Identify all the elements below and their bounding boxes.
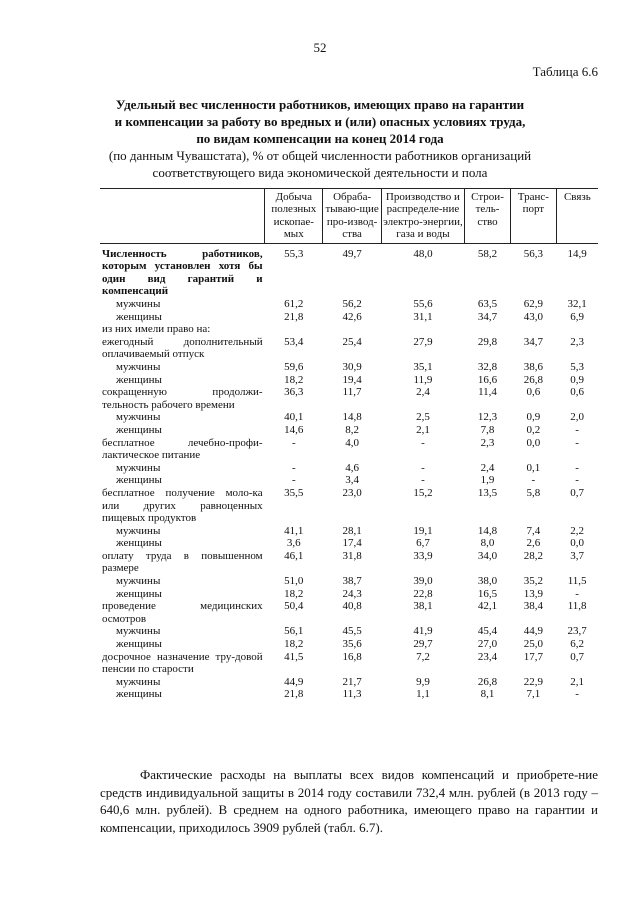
row-label: мужчины — [116, 524, 161, 537]
value-cell: 23,7 — [567, 625, 587, 638]
title-line-1: Удельный вес численности работников, имеющих право на гарантии — [115, 97, 525, 112]
value-cell — [465, 323, 511, 336]
value-cell: 2,6 — [526, 537, 541, 550]
table-label: Таблица 6.6 — [532, 64, 598, 79]
value-cell: 14,8 — [477, 524, 498, 537]
value-cell: 2,4 — [480, 461, 495, 474]
value-cell: 27,9 — [413, 335, 433, 348]
table-row — [100, 600, 598, 625]
value-cell: 21,8 — [284, 688, 304, 701]
value-cell: 63,5 — [477, 298, 498, 310]
table-row — [100, 550, 598, 575]
value-cell: 18,2 — [284, 373, 304, 386]
table-row — [100, 243, 598, 298]
table-row — [100, 298, 598, 311]
row-label: из них имели право на: — [102, 323, 211, 336]
value-cell: 5,3 — [570, 360, 584, 373]
value-cell: 41,9 — [413, 625, 433, 638]
value-cell: 46,1 — [284, 549, 304, 562]
value-cell: 28,1 — [342, 524, 362, 537]
value-cell: 11,5 — [567, 575, 587, 588]
row-label: бесплатное лечебно-профи-лактическое питание — [102, 436, 263, 462]
header-cell-manufacturing: Обраба-тываю-щие про-извод-ства — [323, 189, 381, 244]
value-cell: 41,1 — [284, 524, 304, 537]
value-cell: 21,7 — [342, 675, 362, 688]
value-cell: 59,6 — [284, 360, 304, 373]
value-cell: 0,9 — [526, 411, 541, 424]
value-cell: 62,9 — [523, 298, 543, 310]
table-header-row — [100, 189, 598, 244]
value-cell: 23,4 — [477, 650, 498, 663]
row-label: женщины — [116, 638, 162, 651]
body-paragraph: Фактические расходы на выплаты всех видов компенсаций и приобрете-ние средств индивидуальной защиты в 2014 году составили 732,4 млн. рублей (в 2013 году – 640,6 млн. рублей). В среднем на одного работника, имеющего право на гарантии и компенсации, приходилось 3909 рублей (табл. 6.7). — [100, 767, 598, 835]
value-cell: 45,4 — [477, 625, 498, 638]
value-cell: 26,8 — [523, 373, 543, 386]
value-cell: 0,9 — [570, 373, 584, 386]
value-cell: 4,6 — [345, 461, 359, 474]
value-cell: 56,2 — [342, 298, 362, 310]
value-cell: 28,2 — [523, 549, 543, 562]
table-row — [100, 525, 598, 538]
value-cell: 38,0 — [477, 575, 498, 588]
table-row — [100, 437, 598, 462]
value-cell: 2,3 — [570, 335, 584, 348]
value-cell — [381, 323, 464, 336]
row-label: мужчины — [116, 298, 161, 310]
row-label: ежегодный дополнительный оплачиваемый отпуск — [102, 335, 263, 361]
value-cell: 7,4 — [526, 524, 541, 537]
row-label: мужчины — [116, 575, 161, 588]
row-label: оплату труда в повышенном размере — [102, 549, 263, 575]
value-cell: 53,4 — [284, 335, 304, 348]
value-cell: 23,0 — [342, 486, 362, 499]
value-cell: 1,1 — [416, 688, 430, 701]
header-cell-mining: Добыча полезных ископае-мых — [265, 189, 323, 244]
value-cell: 5,8 — [526, 486, 541, 499]
header-cell-transport: Транс-порт — [510, 189, 556, 244]
value-cell — [265, 323, 323, 336]
value-cell: 56,3 — [523, 247, 543, 260]
header-cell-construction: Строи-тель-ство — [465, 189, 511, 244]
value-cell: 31,8 — [342, 549, 362, 562]
table-row — [100, 575, 598, 588]
value-cell: 55,3 — [284, 247, 304, 260]
value-cell: 22,9 — [523, 675, 543, 688]
value-cell: 22,8 — [413, 587, 433, 600]
value-cell: - — [421, 436, 425, 449]
table-row — [100, 386, 598, 411]
value-cell: 11,8 — [567, 600, 587, 613]
value-cell: 34,0 — [477, 549, 498, 562]
row-label: женщины — [116, 373, 162, 386]
value-cell: 15,2 — [413, 486, 433, 499]
row-label: женщины — [116, 310, 162, 323]
table-row — [100, 361, 598, 374]
value-cell: 31,1 — [413, 310, 433, 323]
value-cell: 14,8 — [342, 411, 362, 424]
value-cell: 4,0 — [345, 436, 359, 449]
value-cell: 13,5 — [477, 486, 498, 499]
value-cell: 34,7 — [477, 310, 498, 323]
value-cell: 0,2 — [526, 423, 541, 436]
value-cell: 18,2 — [284, 587, 304, 600]
value-cell: 0,6 — [526, 386, 541, 399]
value-cell: 2,0 — [570, 411, 584, 424]
value-cell: - — [575, 587, 579, 600]
value-cell: 7,8 — [480, 423, 495, 436]
row-label: мужчины — [116, 360, 161, 373]
row-label: мужчины — [116, 461, 161, 474]
header-cell-empty — [100, 189, 265, 244]
value-cell: - — [291, 474, 296, 487]
value-cell: 19,1 — [413, 524, 433, 537]
value-cell — [556, 323, 598, 336]
value-cell: 42,1 — [477, 600, 498, 613]
value-cell: 35,5 — [284, 486, 304, 499]
value-cell: 48,0 — [413, 247, 433, 260]
value-cell: 44,9 — [284, 675, 304, 688]
value-cell: 14,9 — [567, 247, 587, 260]
row-label: женщины — [116, 423, 162, 436]
value-cell: 24,3 — [342, 587, 362, 600]
row-label: проведение медицинских осмотров — [102, 600, 263, 625]
value-cell: 29,8 — [477, 335, 498, 348]
value-cell: 34,7 — [523, 335, 543, 348]
row-label: мужчины — [116, 411, 161, 424]
value-cell: 56,1 — [284, 625, 304, 638]
table-row — [100, 336, 598, 361]
value-cell: 25,0 — [523, 638, 543, 651]
value-cell: 7,2 — [416, 650, 430, 663]
value-cell: 3,4 — [345, 474, 359, 487]
table-row — [100, 411, 598, 424]
value-cell: 2,1 — [416, 423, 430, 436]
value-cell: 0,0 — [526, 436, 541, 449]
value-cell: 8,0 — [480, 537, 495, 550]
table-row — [100, 688, 598, 701]
row-label: женщины — [116, 688, 162, 701]
value-cell: - — [575, 688, 579, 701]
row-label: женщины — [116, 587, 162, 600]
value-cell: 35,1 — [413, 360, 433, 373]
table-title — [100, 96, 540, 181]
row-label: женщины — [116, 474, 162, 487]
value-cell: 1,9 — [480, 474, 495, 487]
value-cell: 2,1 — [570, 675, 584, 688]
table-row — [100, 311, 598, 324]
value-cell: - — [575, 474, 579, 487]
row-label: мужчины — [116, 675, 161, 688]
value-cell: 29,7 — [413, 638, 433, 651]
value-cell: - — [575, 436, 579, 449]
value-cell: 8,2 — [345, 423, 359, 436]
value-cell: 21,8 — [284, 310, 304, 323]
row-label: бесплатное получение моло-ка или других равноценных пищевых продуктов — [102, 486, 263, 525]
value-cell: 6,2 — [570, 638, 584, 651]
value-cell: 2,5 — [416, 411, 430, 424]
value-cell: 44,9 — [523, 625, 543, 638]
value-cell: 51,0 — [284, 575, 304, 588]
row-label: женщины — [116, 537, 162, 550]
value-cell: 36,3 — [284, 386, 304, 399]
value-cell: 2,2 — [570, 524, 584, 537]
value-cell: 8,1 — [480, 688, 495, 701]
value-cell: - — [291, 436, 296, 449]
value-cell: 12,3 — [477, 411, 498, 424]
value-cell: 41,5 — [284, 650, 304, 663]
value-cell: 0,7 — [570, 650, 584, 663]
table-row — [100, 474, 598, 487]
title-line-4: (по данным Чувашстата), % от общей численности работников организаций — [108, 148, 532, 163]
value-cell: 2,3 — [480, 436, 495, 449]
value-cell: 0,7 — [570, 486, 584, 499]
value-cell: - — [531, 474, 536, 487]
value-cell: 18,2 — [284, 638, 304, 651]
page-number: 52 — [313, 40, 327, 55]
value-cell: 3,6 — [286, 537, 301, 550]
value-cell: 0,1 — [526, 461, 541, 474]
value-cell: 43,0 — [523, 310, 543, 323]
value-cell: 38,6 — [523, 360, 543, 373]
value-cell — [510, 323, 556, 336]
value-cell: 49,7 — [342, 247, 362, 260]
table-row — [100, 323, 598, 336]
value-cell: - — [575, 423, 579, 436]
value-cell: 42,6 — [342, 310, 362, 323]
header-cell-communications: Связь — [556, 189, 598, 244]
value-cell: 55,6 — [413, 298, 433, 310]
value-cell: 50,4 — [284, 600, 304, 613]
table-row — [100, 651, 598, 676]
value-cell: 13,9 — [523, 587, 543, 600]
value-cell: 11,7 — [342, 386, 362, 399]
value-cell: - — [421, 474, 425, 487]
value-cell: 61,2 — [284, 298, 304, 310]
table-row — [100, 638, 598, 651]
value-cell: 40,8 — [342, 600, 362, 613]
value-cell: - — [575, 461, 579, 474]
value-cell: 27,0 — [477, 638, 498, 651]
compensation-table — [100, 188, 598, 701]
value-cell: 38,4 — [523, 600, 543, 613]
value-cell: 33,9 — [413, 549, 433, 562]
value-cell: 7,1 — [526, 688, 541, 701]
value-cell: 2,4 — [416, 386, 430, 399]
value-cell: 19,4 — [342, 373, 362, 386]
value-cell: - — [421, 461, 425, 474]
table-row — [100, 462, 598, 475]
value-cell: 16,8 — [342, 650, 362, 663]
value-cell: 17,4 — [342, 537, 362, 550]
value-cell: 0,6 — [570, 386, 584, 399]
value-cell: 30,9 — [342, 360, 362, 373]
table-row — [100, 374, 598, 387]
value-cell: 38,1 — [413, 600, 433, 613]
value-cell: 32,1 — [567, 298, 587, 310]
value-cell: 11,9 — [413, 373, 433, 386]
row-label: сокращенную продолжи-тельность рабочего времени — [102, 386, 263, 411]
value-cell: 6,9 — [570, 310, 584, 323]
table-row — [100, 676, 598, 689]
row-label: досрочное назначение тру-довой пенсии по старости — [102, 650, 263, 676]
table-row — [100, 588, 598, 601]
table-row — [100, 625, 598, 638]
value-cell: 6,7 — [416, 537, 430, 550]
title-line-3: по видам компенсации на конец 2014 года — [196, 131, 444, 146]
value-cell: 3,7 — [570, 549, 584, 562]
value-cell: 17,7 — [523, 650, 543, 663]
row-label: Численность работников, которым установлен хотя бы один вид гарантий и компенсаций — [102, 247, 263, 298]
table-row — [100, 487, 598, 525]
value-cell: 38,7 — [342, 575, 362, 588]
value-cell: 11,4 — [478, 386, 497, 399]
value-cell: 32,8 — [477, 360, 498, 373]
title-line-5: соответствующего вида экономической деятельности и пола — [152, 165, 488, 180]
table-body — [100, 243, 598, 701]
row-label: мужчины — [116, 625, 161, 638]
value-cell: - — [291, 461, 296, 474]
value-cell: 25,4 — [342, 335, 362, 348]
value-cell: 16,5 — [477, 587, 498, 600]
value-cell: 45,5 — [342, 625, 362, 638]
table-row — [100, 424, 598, 437]
value-cell: 11,3 — [342, 688, 362, 701]
value-cell: 16,6 — [477, 373, 498, 386]
value-cell — [323, 323, 381, 336]
table-row — [100, 537, 598, 550]
value-cell: 35,2 — [523, 575, 543, 588]
value-cell: 39,0 — [413, 575, 433, 588]
title-line-2: и компенсации за работу во вредных и (или) опасных условиях труда, — [114, 114, 526, 129]
value-cell: 14,6 — [284, 423, 304, 436]
value-cell: 9,9 — [416, 675, 430, 688]
header-cell-utilities: Производство и распределе-ние электро-энергии, газа и воды — [381, 189, 464, 244]
value-cell: 40,1 — [284, 411, 304, 424]
value-cell: 35,6 — [342, 638, 362, 651]
value-cell: 58,2 — [477, 247, 498, 260]
value-cell: 0,0 — [570, 537, 584, 550]
value-cell: 26,8 — [477, 675, 498, 688]
